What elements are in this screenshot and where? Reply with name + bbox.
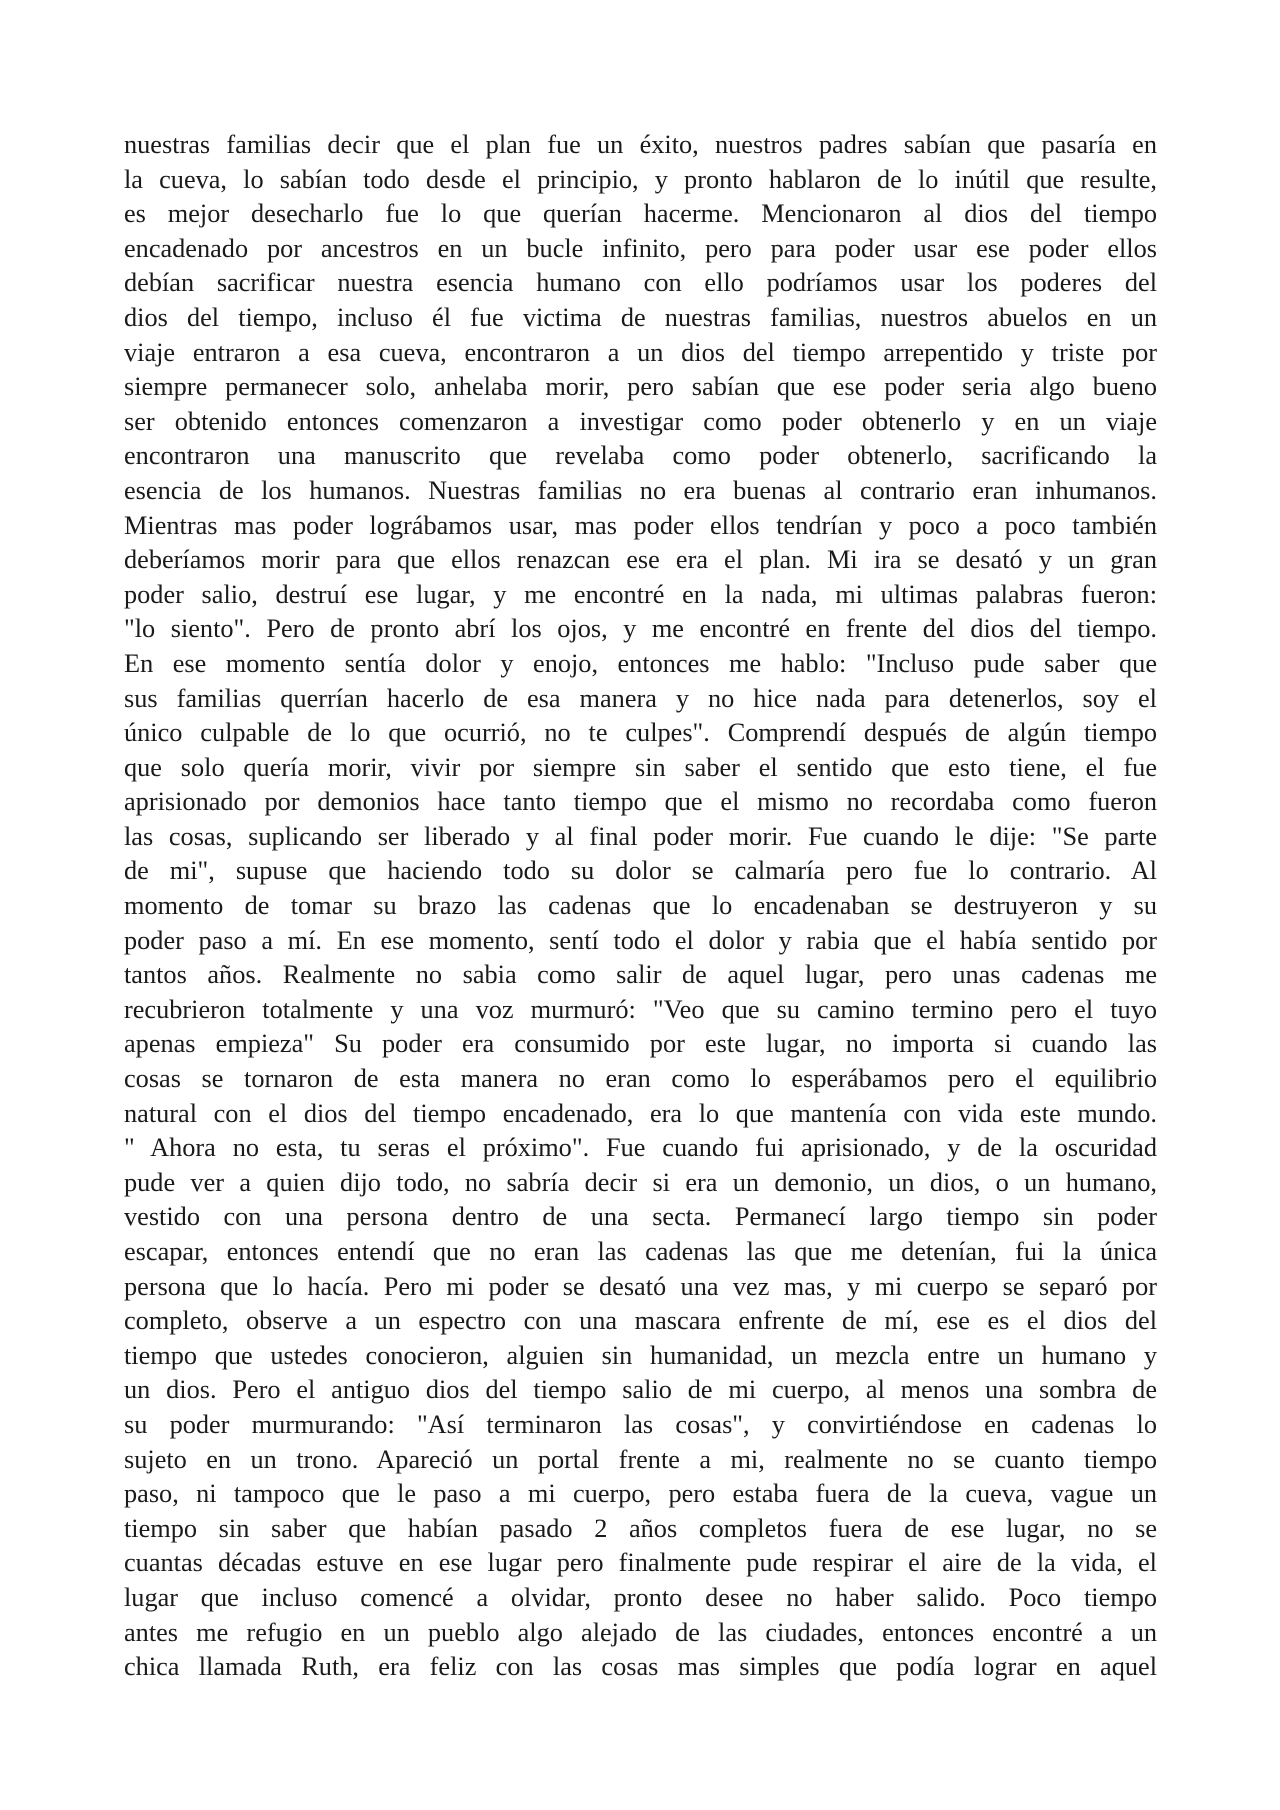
text-line: apenas empieza" Su poder era consumido por este lugar, no importa si cuando las [124, 1029, 1157, 1059]
text-line: poder paso a mí. En ese momento, sentí todo el dolor y rabia que el había sentido por [124, 925, 1157, 955]
text-line: tiempo sin saber que habían pasado 2 años completos fuera de ese lugar, no se [124, 1513, 1157, 1543]
text-line: tiempo que ustedes conocieron, alguien sin humanidad, un mezcla entre un humano y [124, 1340, 1157, 1370]
text-line: deberíamos morir para que ellos renazcan ese era el plan. Mi ira se desató y un gran [124, 545, 1157, 575]
text-line: sus familias querrían hacerlo de esa manera y no hice nada para detenerlos, soy el [124, 683, 1157, 713]
text-line: momento de tomar su brazo las cadenas que lo encadenaban se destruyeron y su [124, 891, 1157, 921]
text-line: recubrieron totalmente y una voz murmuró: "Veo que su camino termino pero el tuyo [124, 994, 1157, 1024]
text-line: único culpable de lo que ocurrió, no te culpes". Comprendí después de algún tiempo [124, 718, 1157, 748]
text-line: escapar, entonces entendí que no eran las cadenas las que me detenían, fui la única [124, 1237, 1157, 1266]
text-line: " Ahora no esta, tu seras el próximo". Fue cuando fui aprisionado, y de la oscuridad [124, 1133, 1157, 1163]
text-line: chica llamada Ruth, era feliz con las cosas mas simples que podía lograr en aquel [124, 1652, 1157, 1682]
text-line: un dios. Pero el antiguo dios del tiempo salio de mi cuerpo, al menos una sombra de [124, 1375, 1157, 1405]
text-line: vestido con una persona dentro de una secta. Permanecí largo tiempo sin poder [124, 1202, 1157, 1232]
text-line: su poder murmurando: "Así terminaron las cosas", y convirtiéndose en cadenas lo [124, 1409, 1157, 1439]
text-line: completo, observe a un espectro con una mascara enfrente de mí, ese es el dios del [124, 1306, 1157, 1336]
text-line: cuantas décadas estuve en ese lugar pero finalmente pude respirar el aire de la vida, el [124, 1548, 1157, 1578]
text-line: viaje entraron a esa cueva, encontraron a un dios del tiempo arrepentido y triste por [124, 337, 1157, 367]
body-text [124, 128, 1157, 1685]
text-line: tantos años. Realmente no sabia como salir de aquel lugar, pero unas cadenas me [124, 960, 1157, 990]
text-line: sujeto en un trono. Apareció un portal frente a mi, realmente no se cuanto tiempo [124, 1444, 1157, 1474]
text-line: natural con el dios del tiempo encadenado, era lo que mantenía con vida este mundo. [124, 1098, 1157, 1128]
text-line: encontraron una manuscrito que revelaba como poder obtenerlo, sacrificando la [124, 441, 1157, 471]
text-line: antes me refugio en un pueblo algo alejado de las ciudades, entonces encontré a un [124, 1617, 1157, 1647]
text-line: encadenado por ancestros en un bucle infinito, pero para poder usar ese poder ellos [124, 233, 1157, 263]
text-line: lugar que incluso comencé a olvidar, pronto desee no haber salido. Poco tiempo [124, 1582, 1157, 1612]
text-line: poder salio, destruí ese lugar, y me encontré en la nada, mi ultimas palabras fueron: [124, 579, 1157, 609]
text-line: de mi", supuse que haciendo todo su dolor se calmaría pero fue lo contrario. Al [124, 856, 1157, 886]
text-line: aprisionado por demonios hace tanto tiempo que el mismo no recordaba como fueron [124, 787, 1157, 817]
text-line: es mejor desecharlo fue lo que querían hacerme. Mencionaron al dios del tiempo [124, 199, 1157, 229]
text-line: persona que lo hacía. Pero mi poder se desató una vez mas, y mi cuerpo se separó por [124, 1271, 1157, 1301]
text-line: paso, ni tampoco que le paso a mi cuerpo, pero estaba fuera de la cueva, vague un [124, 1479, 1157, 1509]
text-line: cosas se tornaron de esta manera no eran como lo esperábamos pero el equilibrio [124, 1064, 1157, 1094]
text-line: esencia de los humanos. Nuestras familias no era buenas al contrario eran inhumanos. [124, 475, 1157, 505]
text-line: la cueva, lo sabían todo desde el principio, y pronto hablaron de lo inútil que resulte, [124, 164, 1157, 194]
text-line: nuestras familias decir que el plan fue un éxito, nuestros padres sabían que pasaría en [124, 130, 1157, 159]
text-line: las cosas, suplicando ser liberado y al final poder morir. Fue cuando le dije: "Se parte [124, 821, 1157, 851]
text-line: dios del tiempo, incluso él fue victima de nuestras familias, nuestros abuelos en un [124, 302, 1157, 332]
text-line: "lo siento". Pero de pronto abrí los ojos, y me encontré en frente del dios del tiempo. [124, 614, 1157, 644]
text-line: pude ver a quien dijo todo, no sabría decir si era un demonio, un dios, o un humano, [124, 1167, 1157, 1197]
text-line: ser obtenido entonces comenzaron a investigar como poder obtenerlo y en un viaje [124, 406, 1157, 436]
text-line: debían sacrificar nuestra esencia humano con ello podríamos usar los poderes del [124, 268, 1157, 298]
text-line: que solo quería morir, vivir por siempre sin saber el sentido que esto tiene, el fue [124, 752, 1157, 782]
text-line: siempre permanecer solo, anhelaba morir, pero sabían que ese poder seria algo bueno [124, 372, 1157, 402]
text-line: Mientras mas poder lográbamos usar, mas poder ellos tendrían y poco a poco también [124, 510, 1157, 540]
text-line: En ese momento sentía dolor y enojo, entonces me hablo: "Incluso pude saber que [124, 648, 1157, 678]
